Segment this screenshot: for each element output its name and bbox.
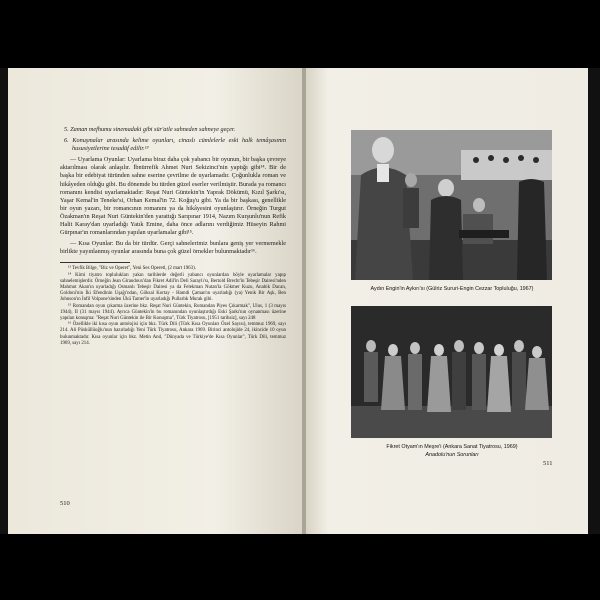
photo-caption-bottom: Fikret Otyam'ın Meşre'i (Ankara Sanat Tiyatrosu, 1969) bbox=[386, 444, 518, 450]
numbered-item: 5. Zaman mefhumu sinemadaki gibi sür'atle sahneden sahneye geçer. bbox=[64, 126, 236, 133]
photo-aykiri bbox=[351, 130, 552, 280]
left-page-text bbox=[60, 126, 286, 347]
open-book bbox=[0, 68, 600, 534]
page-number-right: 511 bbox=[543, 460, 553, 467]
paragraph-kisa-oyunlar: — Kısa Oyunlar: Bu da bir türdür. Gerçi sahnelerimiz bunlara geniş yer vermemekle birlikte yayınlanmış oyunlar arasında buna çok güzel örnekler bulunmaktadır¹⁶. bbox=[60, 240, 286, 256]
right-page bbox=[306, 68, 588, 534]
numbered-item: 6. Konuşmalar arasında kelime oyunları, cinaslı cümlelerle eski halk temâşasının hususiyetlerine tesadüf edilir.¹³ bbox=[64, 137, 286, 153]
footnote: ¹³ Tevfik Bilge, "Biz ve Operet", Yeni Ses Operetl, (2 mart 1963). bbox=[68, 266, 196, 272]
footnote: ¹⁵ Romandan oyun çıkarma üzerine bkz. Reşat Nuri Güntekin, Romandan Piyes Çıkarmak", Ulus, 1 (3 mayıs 1944), II (31 mayıs 1944). Ayrıca Güntekin'in bu romanından oyunlaştırdığı Eski Şarkı'nın oynanması üzerine yapılan konuşma: "Reşat Nuri Güntekin ile Bir Konuşma", Türk Tiyatrosu, [1951 tarihsiz], sayı 248 bbox=[60, 303, 286, 322]
photo-caption-subtitle: Anadolu'nun Sorunları bbox=[425, 452, 479, 458]
photo-caption-top: Aydın Engin'in Aykırı'sı (Gülriz Sururi-Engin Cezzar Topluluğu, 1967) bbox=[370, 286, 534, 292]
footnote: ¹⁶ Özellikle iki kısa oyun antolojisi için bkz. Türk Dili (Türk Kısa Oyunları Özel Sayısı), temmuz 1969, sayı 214. Ali Püsküllüoğlu'nun hazırladığı Yeni Türk Tiyatrosu, Ankara 1969. Birinci antolojide 24, ikincide 10 oyun bulunmaktadır. Kısa oyunlar için bkz. Metin And, "Dünyada ve Türkiye'de Kısa Oyunlar", Türk Dili, temmuz 1969, sayı 214. bbox=[60, 322, 286, 346]
footnote-divider bbox=[60, 262, 130, 263]
footnote: ¹⁴ Kimi tiyatro toplulukları yakın tarihlerde değerli yabancı oyunlardan böyle uyarlamalar yapıp sahnelemişlerdir. Örneğin Jean Giraudoux'dan Fikret Adil'in Deli Saraylı'sı, Bertold Brecht'in Tebeşir Dairesi'nden Mahmut Akan'ın uyarladığı Osmanlı Tebeşir Dairesi ya da Felekman Nutan'la Gökmer Kuzu, Anabik Dacan, Goldoni'nin İki Efendinin Uşağı'ndan, Göksal Kortay - Hamdi Çaman'ın uyarladığı (ya) Yenik Bir Aşk, Ben Johnson'ın İnfil Volpone'sinden Ükü Tamer'in uyarladığı Pullarlık Murak gibi. bbox=[60, 272, 286, 303]
page-number-left: 510 bbox=[60, 500, 70, 507]
paragraph-uyarlama: — Uyarlama Oyunlar: Uyarlama biraz daha çok yabancı bir oyunun, bir başka çevreye aktarılması olarak anlaşılır. İbnürrefik Ahmet Nuri Sekizinci'nin yaptığı gibi¹⁴. Bir de başka bir edebiyat türünden sahne eserine çevrilme de uyarlamadır. Çoğunlukla roman ve hikâyeden olduğu gibi. Bu dönemde bu türden güzel eserler verilmiştir. Burada ya romancı romanını kendisi uyarlamaktadır: Reşat Nuri Güntekin'in Yaprak Dökümü, Kızıl Şarkı'sı, Yaşar Kemal'in Teneke'si, Orhan Kemal'in 72. Koğuş'u gibi. Ya da bir başkası, genellikle bir oyun yazarı, bir romancının romanını ya da hikâyesini oyunlaştırır. Örneğin Turgut Özakman'ın Reşat Nuri Güntekin'den yarattığı Sarıpınar 1914, Nazım Kurşunlu'nun Refik Halit Karay'dan uyarladığı Yatık Emine, daha önce adlarını verdiğimiz Hüseyin Rahmi Gürpınar'ın romanlarından yapılan uyarlamalar gibi¹⁵. bbox=[60, 156, 286, 237]
photo-mesre bbox=[351, 306, 552, 438]
left-page bbox=[8, 68, 304, 534]
